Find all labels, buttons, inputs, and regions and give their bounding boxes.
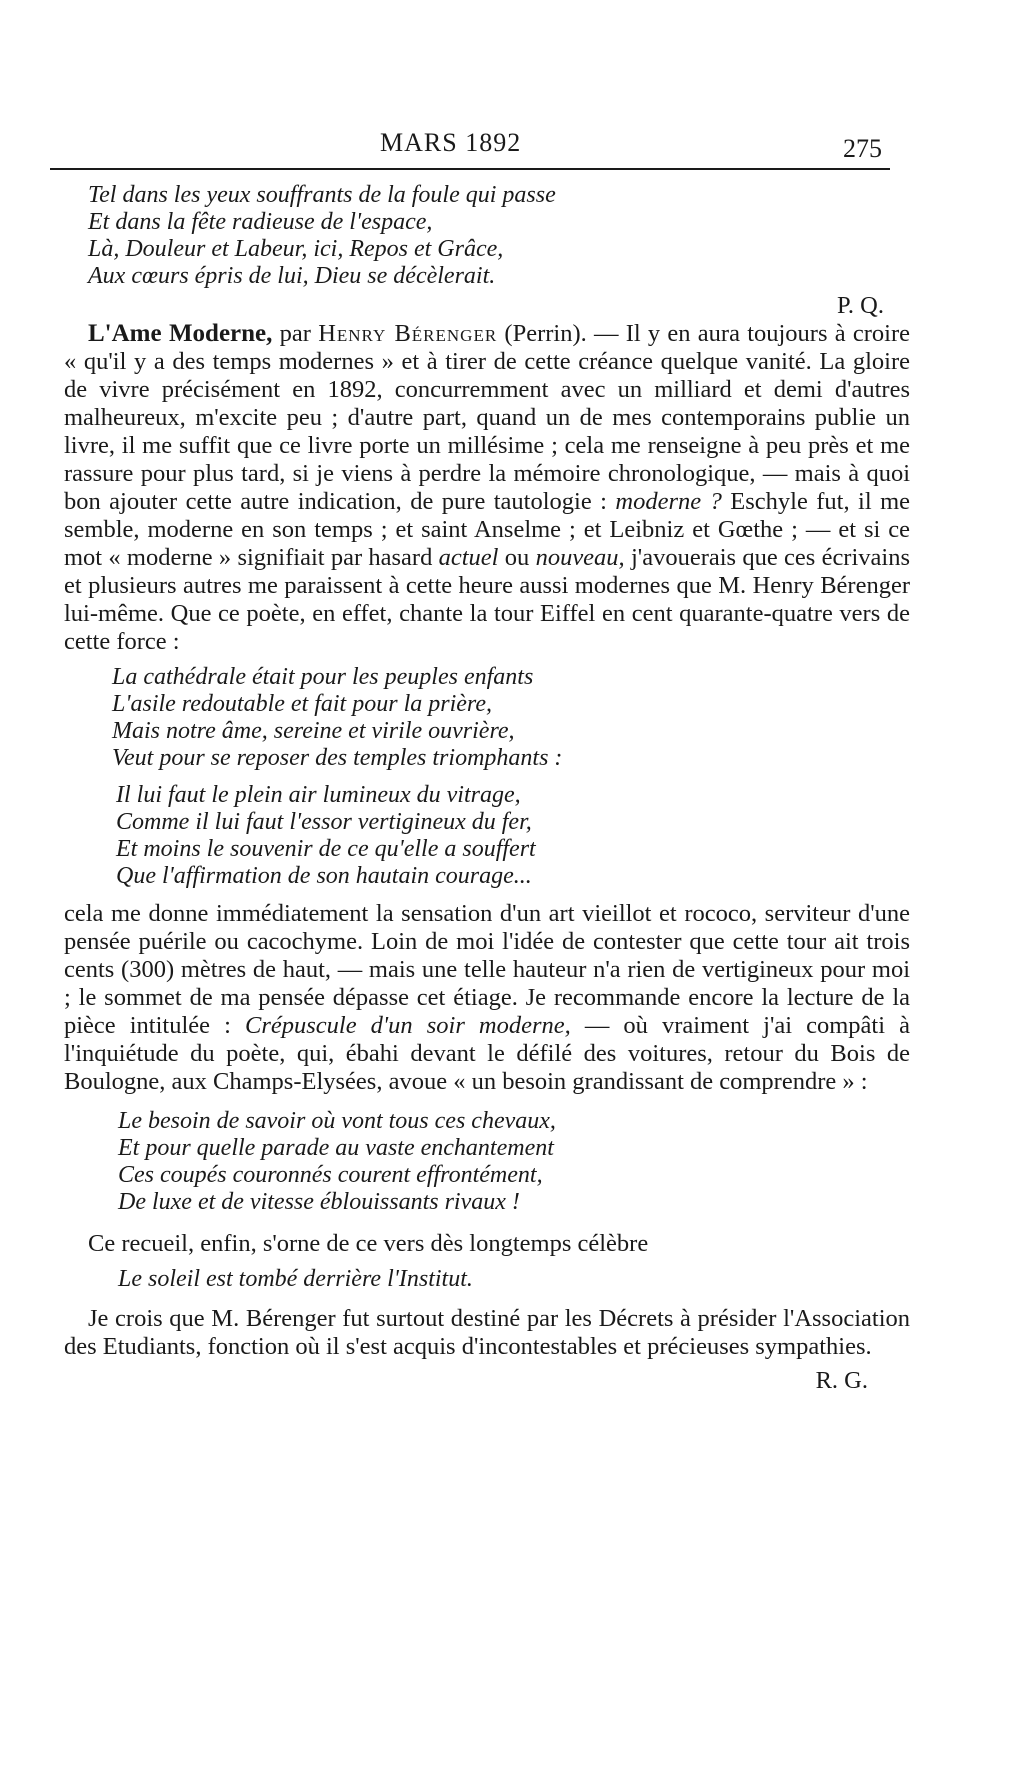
review-paragraph-3: Ce recueil, enfin, s'orne de ce vers dès longtemps célèbre (88, 1230, 649, 1257)
verse-line: Comme il lui faut l'essor vertigineux du fer, (116, 809, 532, 835)
verse-line: Le soleil est tombé derrière l'Institut. (118, 1266, 473, 1292)
verse-opening (88, 182, 924, 290)
verse-chevaux (118, 1108, 924, 1216)
text-run: cela me donne immédiatement la sensation d'un art vieillot et rococo, serviteur d'une pensée puérile ou cacochyme. Loin de moi l'idée de contester que cette tour ait trois cents (300) mètres de haut, — mais une telle hauteur n'a rien de vertigineux pour moi ; le sommet de ma pensée dépasse cet étiage. Je recommande encore la lecture de la pièce intitulée : (64, 900, 910, 1039)
verse-line: Mais notre âme, sereine et virile ouvrière, (112, 718, 515, 744)
text-run: Eschyle fut, il me semble, moderne en son temps ; et saint Anselme ; et Leibniz et Gœthe ; — et si ce mot « moderne » signifiait par hasard (64, 488, 910, 571)
review-paragraph-1 (64, 320, 910, 656)
verse-tour-stanza-2 (116, 782, 924, 890)
verse-line: Le besoin de savoir où vont tous ces chevaux, (118, 1108, 556, 1134)
verse-line: La cathédrale était pour les peuples enfants (112, 664, 534, 690)
verse-line: Ces coupés couronnés courent effrontément, (118, 1162, 543, 1188)
italic-run: actuel (438, 544, 499, 571)
book-title: L'Ame Moderne, (88, 320, 273, 347)
page-header (50, 128, 890, 170)
italic-run: Crépuscule d'un soir moderne, (245, 1012, 571, 1039)
verse-line: Et dans la fête radieuse de l'espace, (88, 209, 433, 235)
signature-rg: R. G. (815, 1367, 868, 1394)
page-content (64, 182, 924, 1395)
verse-line: Que l'affirmation de son hautain courage... (116, 863, 532, 889)
review-paragraph-2 (64, 900, 910, 1096)
text-run: par (272, 320, 319, 347)
verse-line: Et moins le souvenir de ce qu'elle a souffert (116, 836, 536, 862)
verse-line: Tel dans les yeux souffrants de la foule qui passe (88, 182, 556, 208)
running-title: MARS 1892 (380, 128, 522, 157)
text-run: ou (498, 544, 536, 571)
text-run: — où vraiment j'ai compâti à l'inquiétude du poète, qui, ébahi devant le défilé des voitures, retour du Bois de Boulogne, aux Champs-Elysées, avoue « un besoin grandissant de comprendre » : (64, 1012, 910, 1095)
verse-line: Et pour quelle parade au vaste enchantement (118, 1135, 554, 1161)
text-run: j'avouerais que ces écrivains et plusieurs autres me paraissent à cette heure aussi modernes que M. Henry Bérenger lui-même. Que ce poète, en effet, chante la tour Eiffel en cent quarante-quatre vers de cette force : (64, 544, 910, 655)
text-run: (Perrin). — Il y en aura toujours à croire « qu'il y a des temps modernes » et à tirer de cette créance quelque vanité. La gloire de vivre précisément en 1892, concurremment avec un milliard et demi d'autres malheureux, m'excite peu ; d'autre part, quand un de mes contemporains publie un livre, il me suffit que ce livre porte un millésime ; cela me renseigne à peu près et me rassure pour plus tard, si je viens à perdre la mémoire chronologique, — mais à quoi bon ajouter cette autre indication, de pure tautologie : (64, 320, 910, 515)
signature-pq: P. Q. (837, 292, 884, 319)
review-paragraph-4: Je crois que M. Bérenger fut surtout destiné par les Décrets à présider l'Association des Etudiants, fonction où il s'est acquis d'incontestables et précieuses sympathies. (64, 1305, 910, 1360)
author-name: Henry Bérenger (318, 320, 498, 347)
verse-line: Il lui faut le plein air lumineux du vitrage, (116, 782, 521, 808)
verse-line: Veut pour se reposer des temples triomphants : (112, 745, 563, 771)
verse-institut (118, 1266, 924, 1293)
italic-run: moderne ? (615, 488, 722, 515)
verse-line: De luxe et de vitesse éblouissants rivaux ! (118, 1189, 520, 1215)
page-number: 275 (843, 134, 882, 163)
verse-line: L'asile redoutable et fait pour la prière, (112, 691, 492, 717)
verse-line: Aux cœurs épris de lui, Dieu se décèlerait. (88, 263, 496, 289)
verse-tour-stanza-1 (112, 664, 924, 772)
verse-line: Là, Douleur et Labeur, ici, Repos et Grâce, (88, 236, 504, 262)
italic-run: nouveau, (535, 544, 625, 571)
